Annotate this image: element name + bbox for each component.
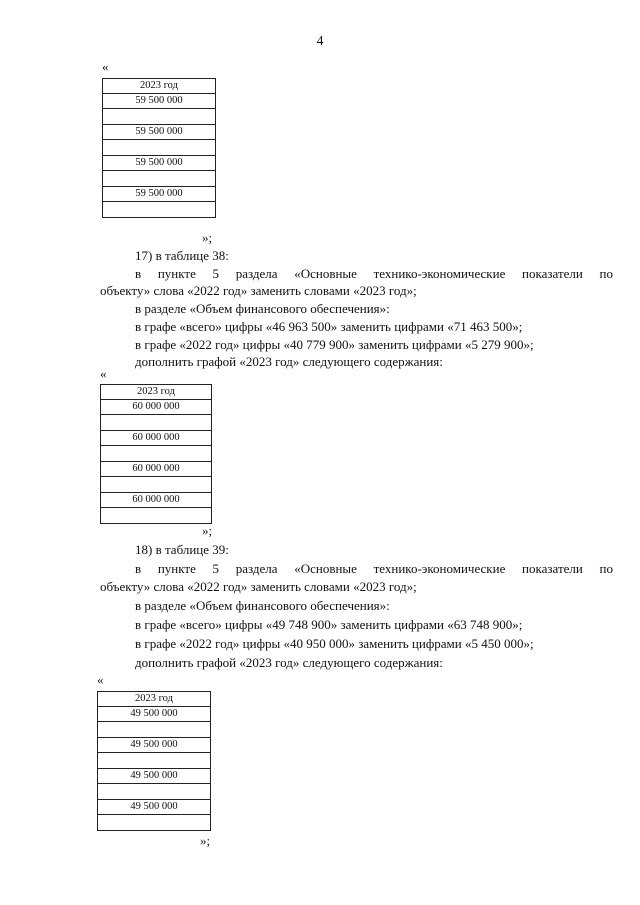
table-cell [103, 202, 216, 218]
section-18-paragraph-3: в графе «всего» цифры «49 748 900» заменить цифрами «63 748 900»; [135, 617, 523, 632]
table-cell: 59 500 000 [103, 156, 216, 171]
table-cell: 60 000 000 [101, 493, 212, 508]
table-cell: 59 500 000 [103, 125, 216, 140]
section-17-paragraph-1-line-1: в пункте 5 раздела «Основные технико-экономические показатели по [135, 266, 613, 281]
close-quote: »; [200, 833, 211, 848]
table-header: 2023 год [101, 385, 212, 400]
close-quote: »; [202, 230, 213, 245]
table-cell [103, 109, 216, 125]
close-quote: »; [202, 523, 213, 538]
table-cell: 49 500 000 [98, 769, 211, 784]
table-cell: 49 500 000 [98, 800, 211, 815]
section-17-paragraph-1-line-2: объекту» слова «2022 год» заменить словами «2023 год»; [100, 283, 417, 298]
section-17-heading: 17) в таблице 38: [135, 248, 229, 263]
table-cell: 60 000 000 [101, 400, 212, 415]
section-18-paragraph-1-line-1: в пункте 5 раздела «Основные технико-экономические показатели по [135, 561, 613, 576]
table-cell [101, 415, 212, 431]
amendment-table-3 [97, 691, 211, 831]
section-17-paragraph-4: в графе «2022 год» цифры «40 779 900» заменить цифрами «5 279 900»; [135, 337, 534, 352]
page-number: 4 [316, 34, 324, 49]
table-cell [98, 784, 211, 800]
section-18-paragraph-1-line-2: объекту» слова «2022 год» заменить словами «2023 год»; [100, 579, 417, 594]
table-cell [98, 815, 211, 831]
table-cell [101, 477, 212, 493]
table-cell [98, 722, 211, 738]
table-cell [101, 446, 212, 462]
table-cell [101, 508, 212, 524]
table-cell: 59 500 000 [103, 94, 216, 109]
table-cell [103, 140, 216, 156]
open-quote: « [97, 672, 104, 687]
section-18-paragraph-2: в разделе «Объем финансового обеспечения»: [135, 598, 390, 613]
table-cell [103, 171, 216, 187]
section-17-paragraph-2: в разделе «Объем финансового обеспечения»: [135, 301, 390, 316]
amendment-table-1 [102, 78, 216, 218]
amendment-table-2 [100, 384, 212, 524]
open-quote: « [102, 59, 109, 74]
section-18-heading: 18) в таблице 39: [135, 542, 229, 557]
table-cell: 59 500 000 [103, 187, 216, 202]
table-cell: 60 000 000 [101, 431, 212, 446]
table-header: 2023 год [98, 692, 211, 707]
section-18-paragraph-5: дополнить графой «2023 год» следующего содержания: [135, 655, 443, 670]
open-quote: « [100, 366, 107, 381]
table-header: 2023 год [103, 79, 216, 94]
table-cell [98, 753, 211, 769]
section-17-paragraph-5: дополнить графой «2023 год» следующего содержания: [135, 354, 443, 369]
table-cell: 49 500 000 [98, 707, 211, 722]
section-17-paragraph-3: в графе «всего» цифры «46 963 500» заменить цифрами «71 463 500»; [135, 319, 523, 334]
table-cell: 49 500 000 [98, 738, 211, 753]
table-cell: 60 000 000 [101, 462, 212, 477]
section-18-paragraph-4: в графе «2022 год» цифры «40 950 000» заменить цифрами «5 450 000»; [135, 636, 534, 651]
